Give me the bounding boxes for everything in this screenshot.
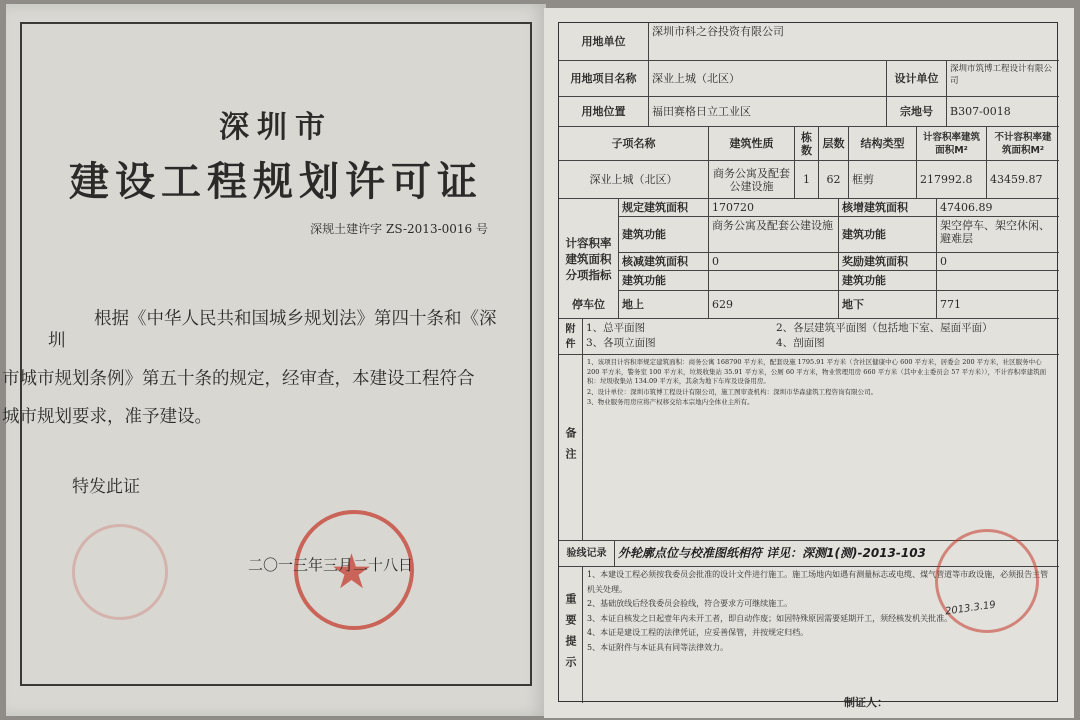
- project-name-value: 深业上城（北区）: [649, 61, 887, 97]
- location-label: 用地位置: [559, 97, 649, 127]
- certificate-cover-page: [2, 4, 546, 716]
- specified-area-label: 规定建筑面积: [619, 199, 709, 217]
- specified-area-value: 170720: [709, 199, 839, 217]
- approval-line: 根据《中华人民共和国城乡规划法》第四十条和《深圳: [48, 309, 497, 351]
- certificate-maker-label: 制证人：: [844, 696, 888, 709]
- above-ground-value: 629: [709, 291, 839, 319]
- notice-item: 3、本证自核发之日起壹年内未开工者，即自动作废；如因特殊原因需要延期开工，须经核发机关批准。: [587, 613, 953, 623]
- issue-statement: 特发此证: [72, 477, 140, 497]
- function-label-1: 建筑功能: [619, 217, 709, 253]
- below-ground-value: 771: [937, 291, 1059, 319]
- above-ground-label: 地上: [619, 291, 709, 319]
- certificate-title: 建设工程规划许可证: [69, 158, 483, 205]
- attachments-label: 附件: [559, 319, 583, 355]
- far-breakdown-label: 计容积率建筑面积分项指标: [559, 199, 619, 319]
- bonus-area-value: 0: [937, 253, 1059, 271]
- notice-item: 2、基础放线后经我委员会验线，符合要求方可继续施工。: [587, 599, 793, 608]
- designer-label: 设计单位: [887, 61, 947, 97]
- row-floors: 62: [819, 161, 849, 199]
- function-label-2: 建筑功能: [839, 217, 937, 253]
- attachments-list: [583, 319, 1059, 355]
- issue-date: 二〇一三年三月二十八日: [248, 556, 414, 574]
- faint-seal-stamp: [72, 524, 168, 620]
- certificate-detail-page: [544, 8, 1074, 718]
- attachment-item: 3、各项立面图: [586, 337, 656, 349]
- approval-line: 市城市规划条例》第五十条的规定，经审查，本建设工程符合: [2, 369, 475, 389]
- notice-item: 1、本建设工程必须按我委员会批准的设计文件进行施工。施工场地内如遇有测量标志或电缆、煤气管道等市政设施，必须报告主管机关处理。: [587, 570, 1049, 594]
- header-item: 子项名称: [559, 127, 709, 161]
- header-buildings: 栋数: [795, 127, 819, 161]
- header-floors: 层数: [819, 127, 849, 161]
- function-value-2: 架空停车、架空休闲、避难层: [937, 217, 1059, 253]
- row-item: 深业上城（北区）: [559, 161, 709, 199]
- notice-item: 4、本证是建设工程的法律凭证，应妥善保管，并按规定归档。: [587, 628, 809, 637]
- approval-text: [2, 308, 508, 428]
- row-far-area: 217992.8: [917, 161, 987, 199]
- designer-value: 深圳市筑博工程设计有限公司: [947, 61, 1059, 97]
- detail-table: [558, 22, 1058, 702]
- remarks-text: [583, 355, 1059, 541]
- land-user-value: 深圳市科之谷投资有限公司: [649, 23, 1059, 61]
- header-nature: 建筑性质: [709, 127, 795, 161]
- row-buildings: 1: [795, 161, 819, 199]
- attachment-item: 4、剖面图: [776, 337, 825, 349]
- land-user-label: 用地单位: [559, 23, 649, 61]
- parking-label: 停车位: [559, 291, 619, 319]
- certificate-number: 深规土建许字 ZS-2013-0016 号: [310, 222, 488, 236]
- important-notice-label: 重要提示: [559, 567, 583, 703]
- cover-frame: [2, 22, 532, 686]
- project-name-label: 用地项目名称: [559, 61, 649, 97]
- inspection-handwritten-note: 外轮廓点位与校准图纸相符 详见：深测1(测)-2013-103: [615, 541, 1059, 567]
- notice-item: 5、本证附件与本证具有同等法律效力。: [587, 642, 729, 652]
- header-far-area: 计容积率建筑面积M²: [917, 127, 987, 161]
- remark-item: 2、设计单位：深圳市筑博工程设计有限公司，施工图审查机构：深圳市华森建筑工程咨询有限公司。: [587, 387, 878, 396]
- remarks-label: 备注: [559, 355, 583, 541]
- row-non-far-area: 43459.87: [987, 161, 1059, 199]
- added-area-label: 核增建筑面积: [839, 199, 937, 217]
- remark-item: 3、物业服务用房应将产权移交给本宗地内全体业主所有。: [587, 398, 754, 406]
- location-value: 福田赛格日立工业区: [649, 97, 887, 127]
- header-structure: 结构类型: [849, 127, 917, 161]
- approval-line: 城市规划要求，准予建设。: [2, 407, 212, 427]
- function-label-4: 建筑功能: [839, 271, 937, 291]
- header-non-far-area: 不计容积率建筑面积M²: [987, 127, 1059, 161]
- function-label-3: 建筑功能: [619, 271, 709, 291]
- parcel-label: 宗地号: [887, 97, 947, 127]
- added-area-value: 47406.89: [937, 199, 1059, 217]
- reduced-area-value: 0: [709, 253, 839, 271]
- below-ground-label: 地下: [839, 291, 937, 319]
- remark-item: 1、该项目计容积率规定建筑面积：商务公寓 168790 平方米，配套设施 1795.91 平方米（含社区健康中心 600 平方米，居委会 200 平方米，社区服务中心 200 平方米，警务室 100 平方米，垃圾收集站 35.91 平方米，公厕 60 平方米，物业管理用房 660 平方米（其中业主委员会 57 平方米）），不计容积率建筑面积：垃圾收集站 134.09 平方米，其余为地下车库及设备用房。: [587, 358, 1047, 385]
- inspection-label: 验线记录: [559, 541, 615, 567]
- attachment-item: 1、总平面图: [586, 322, 646, 334]
- function-value-4: [937, 271, 1059, 291]
- handwritten-sign-date: 2013.3.19: [944, 599, 997, 618]
- parcel-value: B307-0018: [947, 97, 1059, 127]
- issuing-city: 深圳市: [219, 110, 333, 145]
- bonus-area-label: 奖励建筑面积: [839, 253, 937, 271]
- row-nature: 商务公寓及配套公建设施: [709, 161, 795, 199]
- attachment-item: 2、各层建筑平面图（包括地下室、屋面平面）: [776, 322, 993, 334]
- row-structure: 框剪: [849, 161, 917, 199]
- reduced-area-label: 核减建筑面积: [619, 253, 709, 271]
- survey-seal-stamp: [935, 529, 1039, 633]
- function-value-3: [709, 271, 839, 291]
- function-value-1: 商务公寓及配套公建设施: [709, 217, 839, 253]
